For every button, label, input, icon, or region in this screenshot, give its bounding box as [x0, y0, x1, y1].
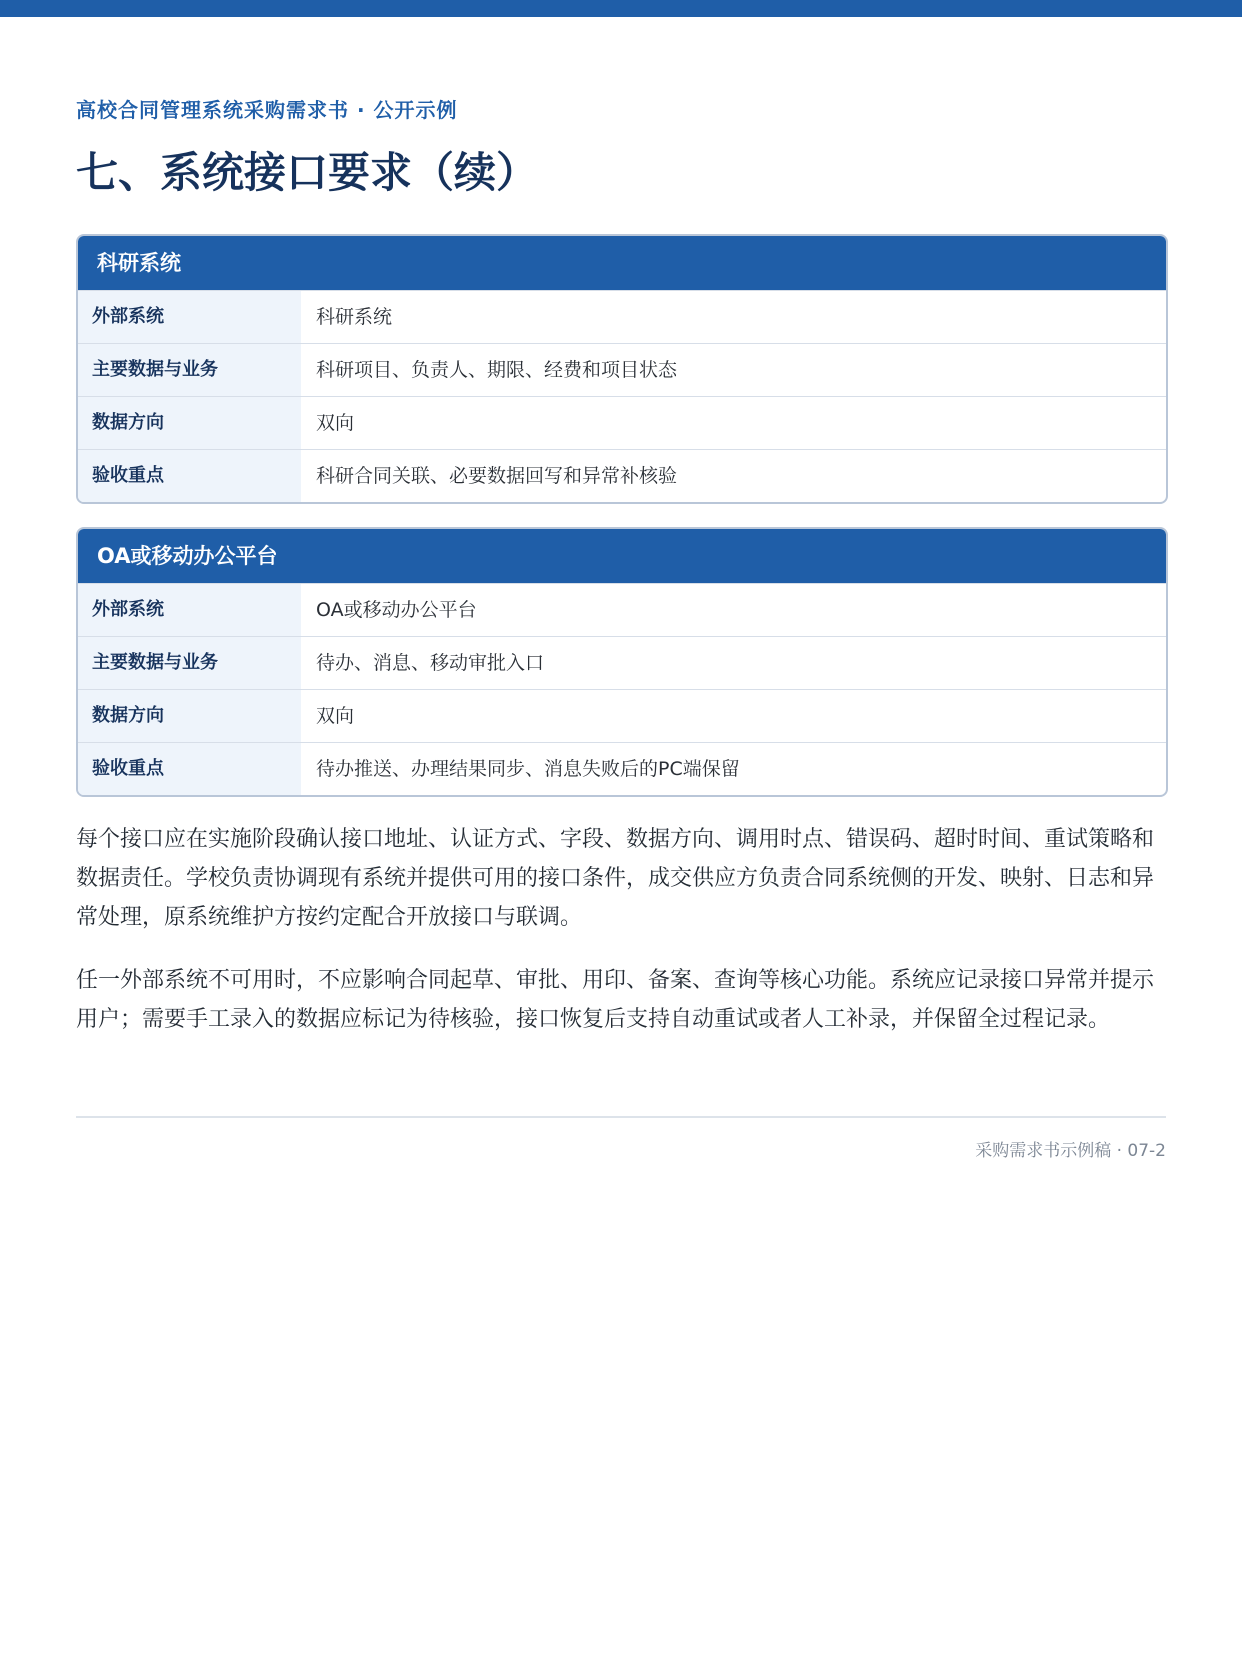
card-title: 科研系统: [78, 236, 1166, 290]
row-value: 双向: [316, 705, 355, 727]
row-key: 主要数据与业务: [78, 344, 301, 396]
table-row: [78, 449, 1166, 502]
row-key: 外部系统: [78, 291, 301, 343]
table-row: [78, 689, 1166, 742]
row-value: 科研系统: [316, 306, 393, 328]
row-value: OA或移动办公平台: [316, 599, 477, 621]
footer-divider: [76, 1116, 1166, 1118]
document-eyebrow: 高校合同管理系统采购需求书 · 公开示例: [76, 98, 458, 122]
top-accent-bar: [0, 0, 1242, 17]
row-key: 数据方向: [78, 690, 301, 742]
page-title: 七、系统接口要求（续）: [76, 148, 539, 197]
row-value: 待办推送、办理结果同步、消息失败后的PC端保留: [316, 758, 740, 780]
row-key: 主要数据与业务: [78, 637, 301, 689]
row-value: 双向: [316, 412, 355, 434]
row-key: 验收重点: [78, 450, 301, 502]
row-key: 验收重点: [78, 743, 301, 795]
table-row: [78, 396, 1166, 449]
body-paragraph: 每个接口应在实施阶段确认接口地址、认证方式、字段、数据方向、调用时点、错误码、超时时间、重试策略和数据责任。学校负责协调现有系统并提供可用的接口条件，成交供应方负责合同系统侧的开发、映射、日志和异常处理，原系统维护方按约定配合开放接口与联调。: [76, 827, 1155, 930]
interface-card-oa: [76, 527, 1168, 797]
row-key: 外部系统: [78, 584, 301, 636]
row-value: 科研项目、负责人、期限、经费和项目状态: [316, 359, 678, 381]
table-row: [78, 343, 1166, 396]
interface-card-research: [76, 234, 1168, 504]
body-paragraph: 任一外部系统不可用时，不应影响合同起草、审批、用印、备案、查询等核心功能。系统应记录接口异常并提示用户；需要手工录入的数据应标记为待核验，接口恢复后支持自动重试或者人工补录，并保留全过程记录。: [76, 968, 1155, 1032]
page-footer: 采购需求书示例稿 · 07-2: [975, 1141, 1166, 1161]
table-row: [78, 583, 1166, 636]
row-key: 数据方向: [78, 397, 301, 449]
card-title: OA或移动办公平台: [78, 529, 1166, 583]
row-value: 待办、消息、移动审批入口: [316, 652, 545, 674]
row-value: 科研合同关联、必要数据回写和异常补核验: [316, 465, 678, 487]
table-row: [78, 742, 1166, 795]
table-row: [78, 290, 1166, 343]
table-row: [78, 636, 1166, 689]
